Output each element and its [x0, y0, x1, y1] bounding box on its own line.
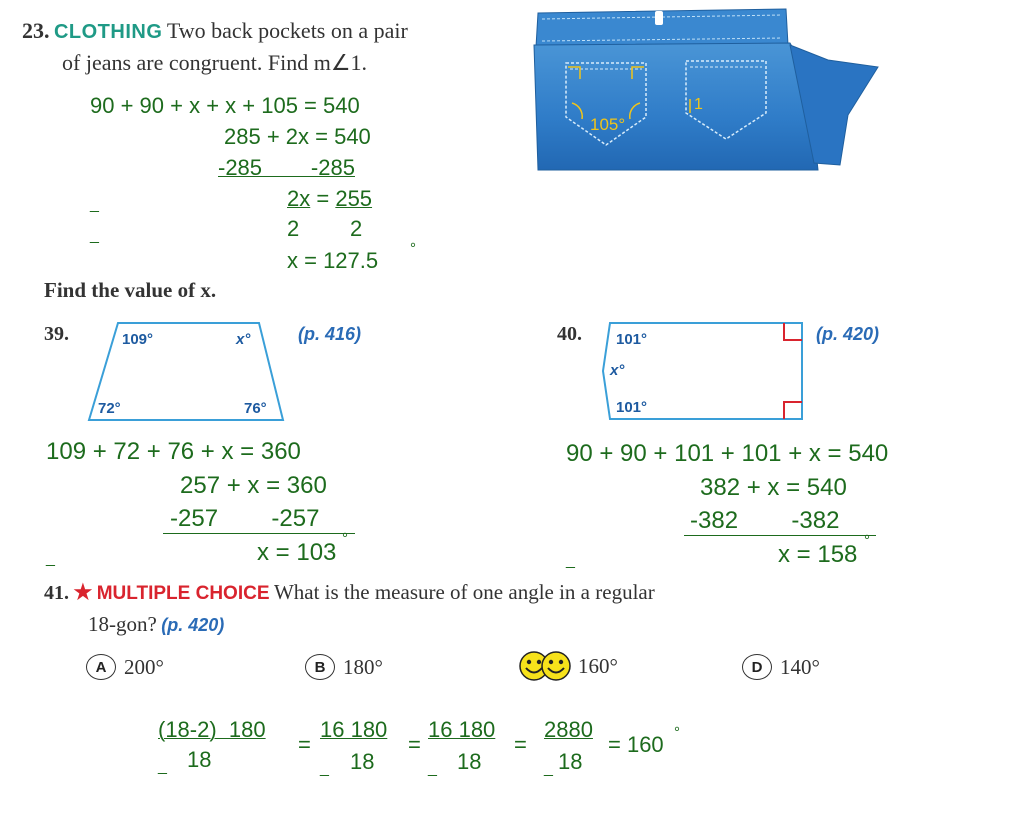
problem-41-line2 [88, 612, 224, 637]
choice-c[interactable] [518, 650, 618, 682]
work-23-dash-1: _ [90, 196, 99, 213]
work-23-line4 [287, 186, 372, 212]
work-40-rule [684, 535, 876, 536]
work-41-dash-2: _ [320, 760, 329, 777]
choice-value: 160° [578, 653, 618, 678]
work-39-degree: ° [342, 530, 348, 547]
problem-number: 41. [44, 582, 69, 604]
work-41-dash-1: _ [158, 758, 167, 775]
work-41-result: = 160 [608, 732, 664, 757]
choice-b[interactable] [305, 654, 383, 680]
work-23-line6: x = 127.5 [287, 248, 379, 273]
choice-value: 200° [124, 654, 164, 679]
work-39-answer: x = 103 [257, 539, 337, 566]
problem-41-header [44, 580, 655, 605]
work-40-dash: _ [566, 552, 575, 569]
work-23-equals: = [310, 186, 336, 211]
star-icon: ★ [73, 581, 93, 604]
work-40-degree: ° [864, 532, 870, 549]
choice-value: 140° [780, 654, 820, 679]
work-39-line3: -257 -257 [170, 505, 320, 532]
angle-label: 76° [244, 400, 267, 417]
work-41-eq3: = [514, 732, 527, 757]
work-39-line1: 109 + 72 + 76 + x = 360 [46, 438, 301, 465]
work-41-frac2-den: 18 [350, 749, 375, 774]
page-reference: (p. 420) [816, 324, 880, 344]
work-41-frac2-num: 16 180 [320, 717, 388, 742]
page-reference: (p. 420) [161, 615, 225, 635]
angle-label: 101° [616, 399, 648, 416]
choice-a[interactable] [86, 654, 164, 680]
jeans-illustration [528, 5, 888, 177]
work-23-den-right: 2 [350, 216, 363, 241]
work-41-frac3-num: 16 180 [428, 717, 496, 742]
work-41-frac1-num: (18-2) 180 [158, 717, 266, 742]
smiley-faces-icon [518, 650, 572, 682]
work-40-line1: 90 + 90 + 101 + 101 + x = 540 [566, 440, 889, 467]
work-40-answer: x = 158 [778, 541, 858, 568]
problem-text-line2: of jeans are congruent. Find m∠1. [62, 50, 368, 75]
work-23-den-left: 2 [287, 216, 300, 241]
work-41-frac1-den: 18 [187, 747, 212, 772]
choice-letter: A [86, 654, 116, 680]
work-23-num-right: 255 [335, 186, 373, 211]
trapezoid-figure [86, 318, 286, 424]
page-reference: (p. 416) [298, 324, 362, 344]
work-41-frac4-num: 2880 [544, 717, 593, 742]
problem-39-number: 39. [44, 323, 69, 345]
choice-letter: B [305, 654, 335, 680]
angle-label-x: x° [610, 362, 625, 379]
problem-text: What is the measure of one angle in a regular [273, 580, 655, 604]
angle-label: 109° [122, 331, 154, 348]
work-39-line2: 257 + x = 360 [180, 472, 327, 499]
problem-40-number: 40. [557, 323, 582, 345]
problem-topic: CLOTHING [53, 21, 163, 43]
work-23-degree: ° [410, 240, 416, 257]
problem-text: Two back pockets on a pair [166, 18, 408, 43]
problem-23-header [22, 18, 408, 44]
work-23-dash-2: _ [90, 227, 99, 244]
angle-label: 101° [616, 331, 648, 348]
section-heading: Find the value of x. [44, 278, 217, 302]
work-41-dash-4: _ [544, 760, 553, 777]
work-41-degree: ° [674, 724, 680, 741]
choice-d[interactable] [742, 654, 820, 680]
work-23-line1: 90 + 90 + x + x + 105 = 540 [90, 93, 360, 118]
choice-letter: D [742, 654, 772, 680]
work-41-eq2: = [408, 732, 421, 757]
work-40-line3: -382 -382 [690, 507, 840, 534]
pentagon-figure [598, 318, 808, 424]
angle-label: 72° [98, 400, 121, 417]
work-39-rule [163, 533, 355, 534]
work-41-dash-3: _ [428, 760, 437, 777]
work-41-frac3-den: 18 [457, 749, 482, 774]
work-23-line3: -285 -285 [218, 155, 355, 180]
angle-label-x: x° [236, 331, 251, 348]
problem-text-line2: 18-gon? [88, 612, 157, 636]
problem-label: MULTIPLE CHOICE [96, 583, 270, 604]
image-angle-1-label: 1 [694, 96, 703, 113]
work-41-eq1: = [298, 732, 311, 757]
work-40-line2: 382 + x = 540 [700, 474, 847, 501]
work-39-dash: _ [46, 550, 55, 567]
work-23-line2: 285 + 2x = 540 [224, 124, 371, 149]
work-23-num-left: 2x [287, 186, 311, 211]
problem-number: 23. [22, 18, 50, 43]
choice-value: 180° [343, 654, 383, 679]
image-angle-label: 105° [590, 115, 626, 134]
work-41-frac4-den: 18 [558, 749, 583, 774]
